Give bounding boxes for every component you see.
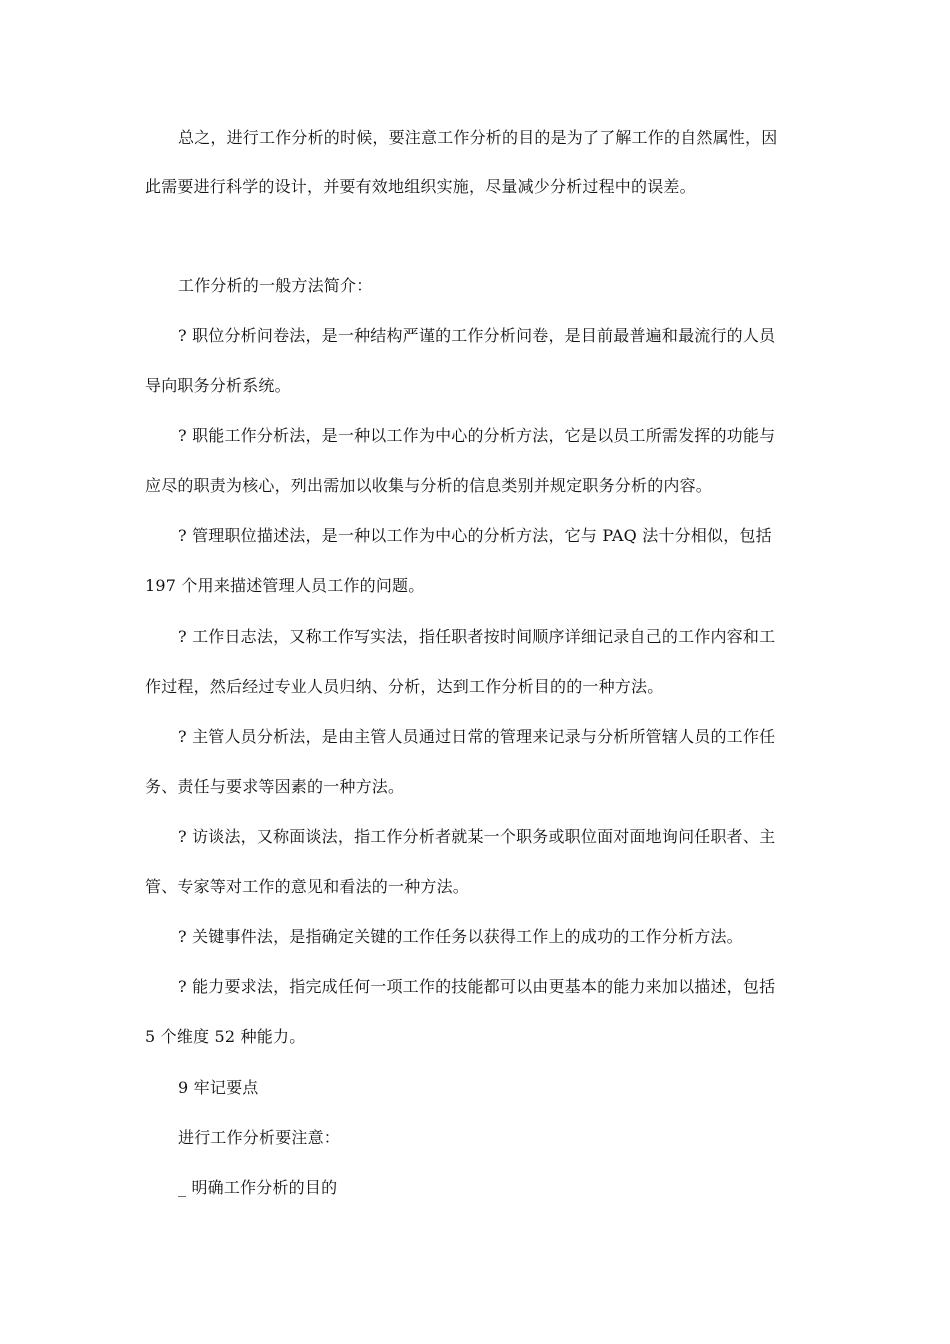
key-point-item: _ 明确工作分析的目的 [178,1178,338,1197]
method-1-line-1: ? 职位分析问卷法，是一种结构严谨的工作分析问卷，是目前最普遍和最流行的人员 [178,326,776,345]
method-7-line-1: ? 关键事件法，是指确定关键的工作任务以获得工作上的成功的工作分析方法。 [178,927,743,946]
method-8-line-1: ? 能力要求法，指完成任何一项工作的技能都可以由更基本的能力来加以描述，包括 [178,977,776,996]
method-4-line-2: 作过程，然后经过专业人员归纳、分析，达到工作分析目的的一种方法。 [145,677,664,696]
method-1-line-2: 导向职务分析系统。 [145,376,291,395]
key-points-intro: 进行工作分析要注意： [178,1128,341,1147]
summary-line-1: 总之，进行工作分析的时候，要注意工作分析的目的是为了了解工作的自然属性，因 [178,128,778,147]
method-6-line-2: 管、专家等对工作的意见和看法的一种方法。 [145,877,470,896]
method-3-line-2: 197 个用来描述管理人员工作的问题。 [145,576,425,595]
key-points-heading: 9 牢记要点 [178,1078,259,1097]
methods-heading: 工作分析的一般方法简介： [178,276,373,295]
method-5-line-1: ? 主管人员分析法，是由主管人员通过日常的管理来记录与分析所管辖人员的工作任 [178,727,776,746]
method-6-line-1: ? 访谈法，又称面谈法，指工作分析者就某一个职务或职位面对面地询问任职者、主 [178,827,776,846]
summary-line-2: 此需要进行科学的设计，并要有效地组织实施，尽量减少分析过程中的误差。 [145,177,696,196]
method-5-line-2: 务、责任与要求等因素的一种方法。 [145,777,405,796]
method-2-line-1: ? 职能工作分析法，是一种以工作为中心的分析方法，它是以员工所需发挥的功能与 [178,426,776,445]
method-3-line-1: ? 管理职位描述法，是一种以工作为中心的分析方法，它与 PAQ 法十分相似，包括 [178,526,772,545]
method-2-line-2: 应尽的职责为核心，列出需加以收集与分析的信息类别并规定职务分析的内容。 [145,476,713,495]
method-4-line-1: ? 工作日志法，又称工作写实法，指任职者按时间顺序详细记录自己的工作内容和工 [178,627,776,646]
method-8-line-2: 5 个维度 52 种能力。 [145,1027,306,1046]
